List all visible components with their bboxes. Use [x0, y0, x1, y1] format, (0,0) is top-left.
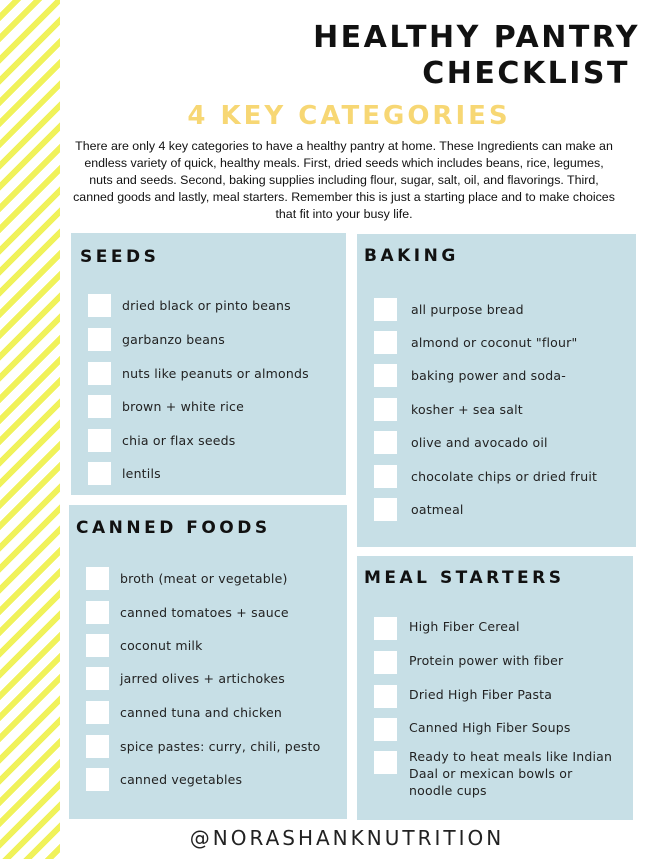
- item-label: olive and avocado oil: [411, 435, 548, 450]
- page-title: [240, 20, 640, 92]
- item-label: jarred olives + artichokes: [120, 671, 285, 686]
- checkbox[interactable]: [88, 328, 111, 351]
- checkbox[interactable]: [88, 362, 111, 385]
- checkbox[interactable]: [374, 398, 397, 421]
- meal-starters-heading: MEAL STARTERS: [364, 568, 565, 588]
- baking-section: [357, 234, 636, 547]
- item-label: brown + white rice: [122, 399, 244, 414]
- checkbox[interactable]: [88, 462, 111, 485]
- checkbox[interactable]: [374, 364, 397, 387]
- item-label: canned vegetables: [120, 772, 243, 787]
- checkbox[interactable]: [86, 735, 109, 758]
- checkbox[interactable]: [86, 768, 109, 791]
- item-label: dried black or pinto beans: [122, 298, 291, 313]
- checkbox[interactable]: [88, 395, 111, 418]
- checkbox[interactable]: [374, 298, 397, 321]
- checkbox[interactable]: [374, 751, 397, 774]
- item-label: canned tuna and chicken: [120, 705, 282, 720]
- baking-heading: BAKING: [364, 246, 459, 266]
- meal-starters-section: [357, 556, 633, 820]
- checkbox[interactable]: [86, 634, 109, 657]
- item-label: all purpose bread: [411, 302, 524, 317]
- footer-handle: @NORASHANKNUTRITION: [189, 826, 505, 850]
- item-label: High Fiber Cereal: [409, 619, 520, 634]
- intro-paragraph: There are only 4 key categories to have a healthy pantry at home. These Ingredients can make an endless variety of quick, healthy meals. First, dried seeds which includes beans, rice, legumes, nuts and seeds. Second, baking supplies including flour, sugar, salt, oil, and flavorings. Third, canned goods and lastly, meal starters. Remember this is just a starting place and to make choices that fit into your busy life.: [73, 139, 615, 221]
- checkbox[interactable]: [88, 429, 111, 452]
- checkbox[interactable]: [374, 651, 397, 674]
- item-label: lentils: [122, 466, 161, 481]
- item-label: kosher + sea salt: [411, 402, 523, 417]
- checkbox[interactable]: [374, 617, 397, 640]
- checkbox[interactable]: [88, 294, 111, 317]
- checkbox[interactable]: [374, 718, 397, 741]
- item-label: spice pastes: curry, chili, pesto: [120, 739, 321, 754]
- item-label: baking power and soda-: [411, 368, 566, 383]
- item-label: oatmeal: [411, 502, 464, 517]
- checkbox[interactable]: [374, 465, 397, 488]
- item-label: Dried High Fiber Pasta: [409, 687, 553, 702]
- checkbox[interactable]: [374, 331, 397, 354]
- subtitle: 4 KEY CATEGORIES: [187, 101, 511, 131]
- title-line-1: HEALTHY PANTRY: [313, 20, 640, 55]
- item-label: broth (meat or vegetable): [120, 571, 288, 586]
- checkbox[interactable]: [374, 685, 397, 708]
- canned-foods-heading: CANNED FOODS: [76, 518, 271, 538]
- checkbox[interactable]: [374, 431, 397, 454]
- checkbox[interactable]: [374, 498, 397, 521]
- item-label: Ready to heat meals like Indian Daal or mexican bowls or noodle cups: [409, 749, 613, 798]
- item-label: garbanzo beans: [122, 332, 225, 347]
- seeds-heading: SEEDS: [80, 247, 160, 267]
- item-label: chocolate chips or dried fruit: [411, 469, 598, 484]
- item-label: Canned High Fiber Soups: [409, 720, 571, 735]
- item-label: coconut milk: [120, 638, 203, 653]
- checkbox[interactable]: [86, 567, 109, 590]
- checkbox[interactable]: [86, 667, 109, 690]
- checkbox[interactable]: [86, 601, 109, 624]
- title-line-2: CHECKLIST: [422, 56, 630, 91]
- item-label: nuts like peanuts or almonds: [122, 366, 309, 381]
- canned-foods-section: [69, 505, 347, 819]
- seeds-section: [71, 233, 346, 495]
- item-label: almond or coconut "flour": [411, 335, 578, 350]
- item-label: Protein power with fiber: [409, 653, 564, 668]
- item-label: chia or flax seeds: [122, 433, 236, 448]
- item-label: canned tomatoes + sauce: [120, 605, 289, 620]
- checkbox[interactable]: [86, 701, 109, 724]
